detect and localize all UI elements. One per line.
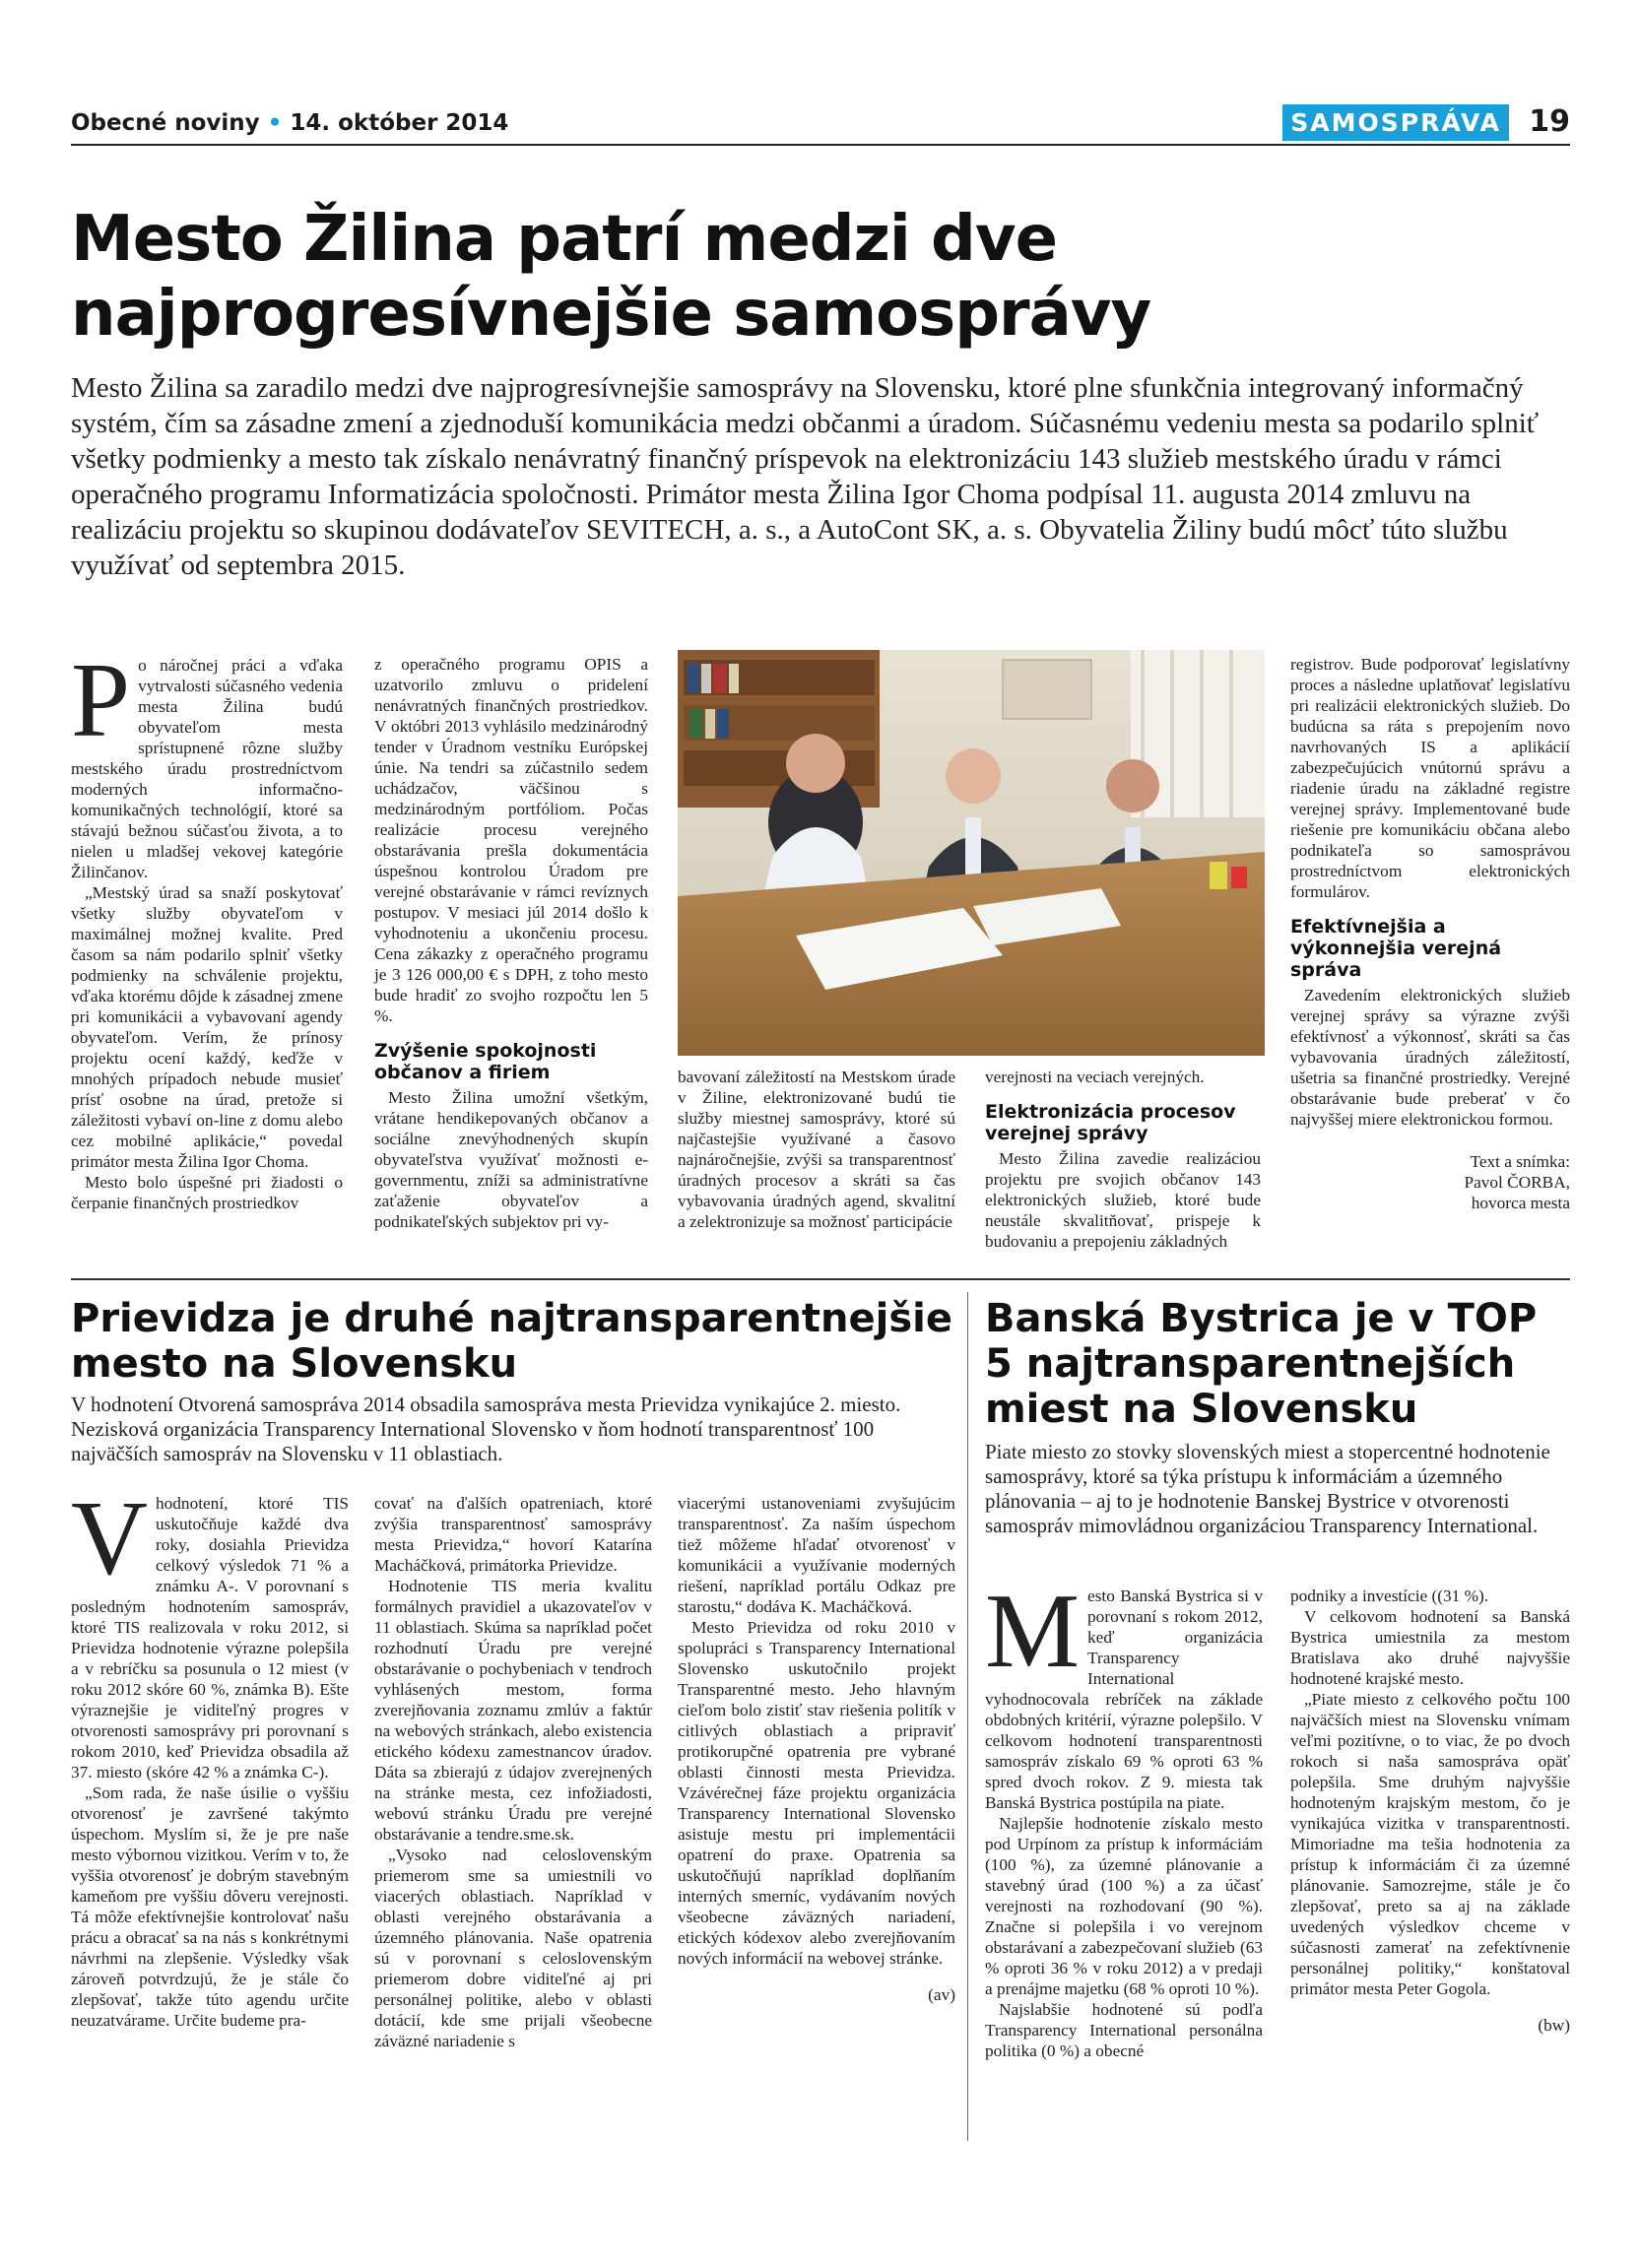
article2-headline: Prievidza je druhé najtransparentnejšie mesto na Slovensku (71, 1296, 952, 1387)
article1-para: z operačného programu OPIS a uzatvorilo zmluvu o pridelení nenávratných finančných prostriedkov. V októbri 2013 vyhlásilo medzinárodný tender v Úradnom vestníku Európskej únie. Na tendri sa zúčastnilo sedem uchádzačov, väčšinou s medzinárodným portfóliom. Počas realizácie procesu verejného obstarávania prešla dokumentácia úspešnou kontrolou Úradom pre verejné obstarávanie v rámci revíznych postupov. V mesiaci júl 2014 došlo k vyhodnoteniu a ukončeniu procesu. Cena zákazky z operačného programu je 3 126 000,00 € s DPH, z toho mesto bude hradiť zo svojho rozpočtu len 5 %. (374, 655, 648, 1025)
article2-para: Vhodnotení, ktoré TIS uskutočňuje každé dva roky, dosiahla Prievidza celkový výsledok 71 % a známku A-. V porovnaní s posledným hodnotením samospráv, ktoré TIS realizovala v roku 2012, si Prievidza hodnotenie výrazne polepšila a v rebríčku sa posunula o 12 miest (v roku 2012 skóre 60 %, známka B). Ešte výraznejšie je viditeľný progres v otvorenosti samosprávy pri porovnaní s rokom 2010, keď Prievidza obsadila až 37. miesto (skóre 42 % a známka C-). (71, 1480, 349, 1782)
page-number: 19 (1529, 104, 1570, 139)
masthead (71, 110, 508, 136)
article2-column-2 (374, 1493, 652, 2051)
drop-cap: M (985, 1573, 1081, 1690)
article1-para: Zavedením elektronických služieb verejnej správy sa výrazne zvýši efektívnosť a výkonnosť, skráti sa čas vybavovania úradných záležitostí, ušetria sa finančné prostriedky. Verejné obstarávanie bude preberať v čo najvyššej miere elektronickou formou. (1290, 986, 1570, 1129)
article1-lead: Mesto Žilina sa zaradilo medzi dve najprogresívnejšie samosprávy na Slovensku, ktoré plne sfunkčnia integrovaný informačný systém, čím sa zásadne zmení a zjednoduší komunikácia medzi občanmi a úradom. Súčasnému vedeniu mesta sa podarilo splniť všetky podmienky a mesto tak získalo nenávratný finančný príspevok na elektronizáciu 143 služieb mestského úradu v rámci operačného programu Informatizácia spoločnosti. Primátor mesta Žilina Igor Choma podpísal 11. augusta 2014 zmluvu na realizáciu projektu so skupinou dodávateľov SEVITECH, a. s., a AutoCont SK, a. s. Obyvatelia Žiliny budú môcť túto službu využívať od septembra 2015. (71, 372, 1540, 581)
article2-para: „Som rada, že naše úsilie o vyššiu otvorenosť je završené takýmto úspechom. Myslím si, že je pre naše mesto výbornou vizitkou. Verím v to, že vyššia otvorenosť je dobrým stavebným kameňom pre vyššiu dôveru verejnosti. Tá môže efektívnejšie kontrolovať našu prácu a obracať sa na nás s konkrétnymi návrhmi na zlepšenie. Výsledky však zároveň potvrdzujú, že je stále čo zlepšovať, takže túto agendu určite neuzatvárame. Určite budeme pra- (71, 1783, 349, 2030)
article3-lead: Piate miesto zo stovky slovenských miest a stopercentné hodnotenie samosprávy, ktoré sa týka prístupu k informáciám a územného plánovania – aj to je hodnotenie Banskej Bystrice v otvorenosti samospráv mimovládnou organizáciou Transparency International. (985, 1440, 1550, 1537)
article2-para: Hodnotenie TIS meria kvalitu formálnych pravidiel a ukazovateľov v 11 oblastiach. Skúma sa napríklad počet rozhodnutí Úradu pre verejné obstarávanie o pochybeniach v tendroch vyhlásených mestom, forma zverejňovania zoznamu zmlúv a faktúr na webových stránkach, alebo existencia etického kódexu zamestnancov úradov. Dáta sa zbierajú z údajov zverejnených na stránke mesta, cez infožiadosti, webovú stránku Úradu pre verejné obstarávanie a tendre.sme.sk. (374, 1577, 652, 1844)
article1-subhead-2: Elektronizácia procesov verejnej správy (985, 1101, 1236, 1144)
article3-para: Najlepšie hodnotenie získalo mesto pod Urpínom za prístup k informáciám (100 %), za územné plánovanie a stavebný úrad (100 %) a za účasť verejnosti na rozhodovaní (90 %). Značne si polepšila i vo verejnom obstarávaní a zabezpečovaní služieb (63 % oproti 36 % v roku 2012) a v predaji a prenájme majetku (68 % oproti 10 %). (985, 1814, 1263, 1998)
article2-column-1 (71, 1480, 349, 2031)
article1-para: verejnosti na veciach verejných. (985, 1068, 1205, 1086)
drop-cap: P (71, 642, 131, 759)
article1-para: Mesto bolo úspešné pri žiadosti o čerpanie finančných prostriedkov (71, 1173, 343, 1212)
article3-para: „Piate miesto z celkového počtu 100 najväčších miest na Slovensku vnímam veľmi pozitívne, o to viac, že po dvoch rokoch si naša samospráva opäť polepšila. Sme druhým najvyššie hodnoteným krajským mestom, čo je vynikajúca vizitka v transparentnosti. Mimoriadne ma tešia hodnotenia za prístup k informáciám či za územné plánovanie. Samozrejme, stále je čo zlepšovať, preto sa aj na základe uvedených výsledkov chceme v súčasnosti zamerať na zefektívnenie personálnej politiky,“ konštatoval primátor mesta Peter Gogola. (1290, 1690, 1570, 1998)
article3-para: Najslabšie hodnotené sú podľa Transparency International personálna politika (0 %) a obecné (985, 2000, 1263, 2060)
section-label: SAMOSPRÁVA (1282, 104, 1509, 141)
article1-column-5 (1290, 654, 1570, 1213)
article1-column-4 (985, 1067, 1261, 1252)
article2-para: Mesto Prievidza od roku 2010 v spolupráci s Transparency International Slovensko uskutočnilo projekt Transparentné mesto. Jeho hlavným cieľom bolo zistiť stav riešenia politík v citlivých oblastiach a pripraviť protikorupčné opatrenia pre vybrané oblasti činnosti mesta Prievidza. Vzávérečnej fáze projektu organizácia Transparency International Slovensko asistuje mestu pri implementácii opatrení do praxe. Opatrenia sa uskutočňujú napríklad doplňaním interných smerníc, vydávaním nových všeobecne záväzných nariadení, etických kódexov alebo zverejňovaním nových informácií na webovej stránke. (678, 1618, 955, 1968)
article3-signature: (bw) (1538, 2016, 1570, 2035)
article2-lead: V hodnotení Otvorená samospráva 2014 obsadila samospráva mesta Prievidza vynikajúce 2. miesto. Nezisková organizácia Transparency International Slovensko v ňom hodnotí transparentnosť 100 najväčších samospráv na Slovensku v 11 oblastiach. (71, 1393, 901, 1465)
article2-para: „Vysoko nad celoslovenským priemerom sme sa umiestnili vo viacerých oblastiach. Napríklad v oblasti verejného obstarávania a územného plánovania. Naše opatrenia sú v porovnaní s celoslovenským priemerom dobre viditeľné aj pri personálnej politike, alebo v oblasti dotácií, kde sme prijali všeobecne záväzné nariadenie s (374, 1846, 652, 2050)
photo-illustration (678, 650, 1265, 1056)
article3-headline: Banská Bystrica je v TOP 5 najtransparentnejších miest na Slovensku (985, 1296, 1538, 1432)
article1-para: Po náročnej práci a vďaka vytrvalosti súčasného vedenia mesta Žilina budú obyvateľom mesta sprístupnené rôzne služby mestského úradu prostredníctvom moderných informačno-komunikačných technológií, ktoré sa stávajú bežnou súčasťou života, a to nielen u mladšej vekovej kategórie Žilinčanov. (71, 642, 343, 881)
article1-column-3 (678, 1067, 955, 1232)
article2-para: covať na ďalších opatreniach, ktoré zvýšia transparentnosť samosprávy mesta Prievidza,“ hovorí Katarína Macháčková, primátorka Prievidze. (374, 1494, 652, 1575)
separator-dot: • (267, 110, 283, 136)
article1-column-2 (374, 654, 648, 1232)
article3-column-1 (985, 1573, 1263, 2061)
article1-para: Mesto Žilina umožní všetkým, vrátane hendikepovaných občanov a sociálne znevýhodnených skupín obyvateľstva využívať možnosti e-governmentu, zníži sa administratívne zaťaženie obyvateľov a podnikateľských subjektov pri vy- (374, 1088, 648, 1231)
article2-para: viacerými ustanoveniami zvyšujúcim transparentnosť. Za naším úspechom tiež môžeme hľadať otvorenosť v komunikácii a využívanie moderných riešení, napríklad portálu Odkaz pre starostu,“ dodáva K. Macháčková. (678, 1494, 955, 1616)
article-divider (71, 1278, 1570, 1280)
article1-para: Mesto Žilina zavedie realizáciou projektu pre svojich občanov 143 elektronických služieb, ktoré bude neustále skvalitňovať, prispeje k budovaniu a prepojeniu základných (985, 1149, 1261, 1251)
article1-credit: Text a snímka: Pavol ČORBA, hovorca mesta (1464, 1152, 1570, 1212)
article1-column-1 (71, 642, 343, 1213)
drop-cap: V (71, 1480, 148, 1597)
article2-column-3 (678, 1493, 955, 2005)
article1-headline: Mesto Žilina patrí medzi dve najprogresívnejšie samosprávy (71, 203, 1151, 351)
article2-signature: (av) (928, 1985, 955, 2004)
signing-photo (678, 650, 1265, 1056)
article1-subhead-3: Efektívnejšia a výkonnejšia verejná správa (1290, 916, 1502, 981)
publication-name: Obecné noviny (71, 110, 260, 136)
article1-para: „Mestský úrad sa snaží poskytovať všetky služby obyvateľom v maximálnej možnej kvalite. Pred časom sa nám podarilo splniť všetky podmienky na schválenie projektu, vďaka ktorému dôjde k zásadnej zmene pri komunikácii a vybavovaní agendy obyvateľom. Verím, že prínosy projektu ocení každý, keďže v mnohých prípadoch nebude musieť prísť osobne na úrad, pretože si záležitosti vybaví on-line z domu alebo cez mobilné aplikácie,“ povedal primátor mesta Žilina Igor Choma. (71, 883, 343, 1171)
page-header (71, 102, 1570, 148)
issue-date: 14. október 2014 (290, 110, 509, 136)
article3-column-2 (1290, 1586, 1570, 2036)
article3-para: Mesto Banská Bystrica si v porovnaní s rokom 2012, keď organizácia Transparency International vyhodnocovala rebríček na základe obdobných kritérií, výrazne polepšilo. V celkovom hodnotení transparentnosti samospráv získalo 69 % oproti 63 % spred dvoch rokov. Z 9. miesta tak Banská Bystrica postúpila na piate. (985, 1573, 1263, 1812)
article1-subhead-1: Zvýšenie spokojnosti občanov a firiem (374, 1040, 597, 1083)
column-divider (967, 1292, 968, 2141)
article3-para: V celkovom hodnotení sa Banská Bystrica umiestnila za mestom Bratislava ako druhé najvyššie hodnotené krajské mesto. (1290, 1607, 1570, 1688)
article1-para: bavovaní záležitostí na Mestskom úrade v Žiline, elektronizované budú tie služby miestnej samosprávy, ktoré sú najčastejšie využívané a časovo najnáročnejšie, zvýši sa transparentnosť úradných procesov a skráti sa čas vybavovania úradných agend, skvalitní a zelektronizuje sa možnosť participácie (678, 1068, 955, 1231)
article3-para: podniky a investície ((31 %). (1290, 1587, 1489, 1605)
article1-para: registrov. Bude podporovať legislatívny proces a následne uplatňovať legislatívu pri realizácii elektronických služieb. Do budúcna sa ráta s prepojením novo navrhovaných IS a aplikácií zabezpečujúcich vnútornú správu a riadenie úradu na základné registre verejnej správy. Implementované bude riešenie pre komunikáciu občana alebo podnikateľa so samosprávou prostredníctvom elektronických formulárov. (1290, 655, 1570, 901)
header-rule (71, 144, 1570, 146)
